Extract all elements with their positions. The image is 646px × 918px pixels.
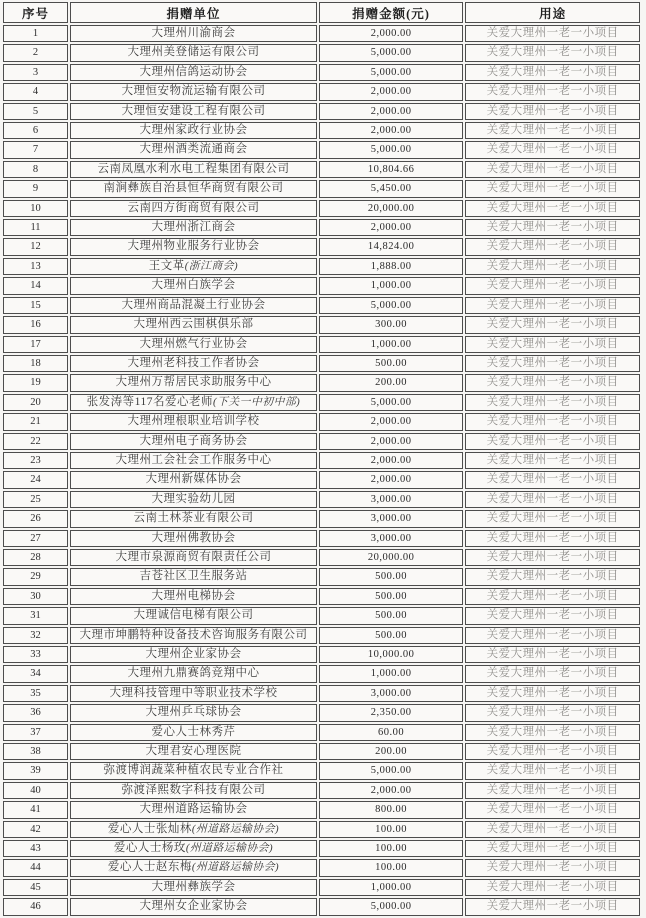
purpose-cell: 关爱大理州一老一小项目 — [465, 141, 640, 158]
amount-cell: 5,000.00 — [319, 898, 463, 915]
donor-cell — [70, 510, 317, 527]
table-row — [3, 704, 640, 721]
donor-cell — [70, 141, 317, 158]
serial-cell: 32 — [3, 627, 68, 644]
table-row — [3, 336, 640, 353]
table-row — [3, 297, 640, 314]
donor-cell — [70, 413, 317, 430]
donor-name: 大理州浙江商会 — [151, 221, 236, 234]
purpose-cell: 关爱大理州一老一小项目 — [465, 724, 640, 741]
serial-cell: 41 — [3, 801, 68, 818]
table-row — [3, 685, 640, 702]
table-row — [3, 25, 640, 42]
table-row — [3, 471, 640, 488]
donor-name: 大理州女企业家协会 — [139, 900, 248, 913]
donor-name: 大理市坤鹏特种设备技术咨询服务有限公司 — [79, 628, 308, 641]
amount-cell: 10,804.66 — [319, 161, 463, 178]
donor-name: 大理州酒类流通商会 — [139, 143, 248, 156]
purpose-cell: 关爱大理州一老一小项目 — [465, 122, 640, 139]
purpose-cell: 关爱大理州一老一小项目 — [465, 627, 640, 644]
amount-cell: 500.00 — [319, 607, 463, 624]
donor-note: (州道路运输协会) — [191, 822, 280, 835]
purpose-cell: 关爱大理州一老一小项目 — [465, 588, 640, 605]
purpose-cell: 关爱大理州一老一小项目 — [465, 607, 640, 624]
amount-cell: 2,000.00 — [319, 413, 463, 430]
donor-name: 弥渡博润蔬菜种植农民专业合作社 — [103, 764, 284, 777]
donor-name: 大理实验幼儿园 — [151, 492, 236, 505]
col-header-serial: 序号 — [3, 2, 68, 23]
col-header-donor: 捐赠单位 — [70, 2, 317, 23]
serial-cell: 12 — [3, 238, 68, 255]
serial-cell: 6 — [3, 122, 68, 139]
purpose-cell: 关爱大理州一老一小项目 — [465, 374, 640, 391]
table-row — [3, 491, 640, 508]
donor-name: 王文革 — [148, 259, 185, 272]
donor-cell — [70, 44, 317, 61]
table-row — [3, 141, 640, 158]
amount-cell: 3,000.00 — [319, 530, 463, 547]
serial-cell: 27 — [3, 530, 68, 547]
table-row — [3, 161, 640, 178]
donor-cell — [70, 122, 317, 139]
table-row — [3, 646, 640, 663]
donor-cell — [70, 277, 317, 294]
amount-cell: 1,000.00 — [319, 277, 463, 294]
table-row — [3, 879, 640, 896]
table-row — [3, 64, 640, 81]
donor-name: 南涧彝族自治县恒华商贸有限公司 — [103, 182, 284, 195]
purpose-cell: 关爱大理州一老一小项目 — [465, 821, 640, 838]
purpose-cell: 关爱大理州一老一小项目 — [465, 83, 640, 100]
donor-cell — [70, 665, 317, 682]
purpose-cell: 关爱大理州一老一小项目 — [465, 491, 640, 508]
donor-name: 大理州工会社会工作服务中心 — [115, 453, 272, 466]
table-row — [3, 180, 640, 197]
donor-name: 大理诚信电梯有限公司 — [133, 609, 254, 622]
donor-name: 大理市泉源商贸有限责任公司 — [115, 550, 272, 563]
purpose-cell: 关爱大理州一老一小项目 — [465, 161, 640, 178]
donor-name: 大理州理根职业培训学校 — [127, 415, 260, 428]
serial-cell: 40 — [3, 782, 68, 799]
amount-cell: 2,000.00 — [319, 452, 463, 469]
amount-cell: 1,000.00 — [319, 336, 463, 353]
amount-cell: 20,000.00 — [319, 200, 463, 217]
purpose-cell: 关爱大理州一老一小项目 — [465, 646, 640, 663]
serial-cell: 23 — [3, 452, 68, 469]
serial-cell: 46 — [3, 898, 68, 915]
donor-name: 大理州九鼎赛鸽竞翔中心 — [127, 667, 260, 680]
donor-cell — [70, 762, 317, 779]
serial-cell: 14 — [3, 277, 68, 294]
table-row — [3, 200, 640, 217]
donor-cell — [70, 394, 317, 411]
donor-cell — [70, 316, 317, 333]
serial-cell: 42 — [3, 821, 68, 838]
purpose-cell: 关爱大理州一老一小项目 — [465, 336, 640, 353]
amount-cell: 5,000.00 — [319, 394, 463, 411]
serial-cell: 34 — [3, 665, 68, 682]
donor-name: 大理州企业家协会 — [145, 648, 242, 660]
serial-cell: 19 — [3, 374, 68, 391]
donor-name: 云南凤凰水利水电工程集团有限公司 — [97, 162, 290, 175]
purpose-cell: 关爱大理州一老一小项目 — [465, 549, 640, 566]
amount-cell: 10,000.00 — [319, 646, 463, 663]
serial-cell: 22 — [3, 433, 68, 450]
table-row — [3, 568, 640, 585]
donor-cell — [70, 898, 317, 915]
serial-cell: 24 — [3, 471, 68, 488]
amount-cell: 2,000.00 — [319, 103, 463, 120]
table-row — [3, 258, 640, 275]
purpose-cell: 关爱大理州一老一小项目 — [465, 704, 640, 721]
purpose-cell: 关爱大理州一老一小项目 — [465, 238, 640, 255]
purpose-cell: 关爱大理州一老一小项目 — [465, 394, 640, 411]
table-row — [3, 840, 640, 857]
serial-cell: 3 — [3, 64, 68, 81]
purpose-cell: 关爱大理州一老一小项目 — [465, 879, 640, 896]
purpose-cell: 关爱大理州一老一小项目 — [465, 433, 640, 450]
purpose-cell: 关爱大理州一老一小项目 — [465, 665, 640, 682]
table-row — [3, 859, 640, 876]
table-row — [3, 724, 640, 741]
donor-note: (州道路运输协会) — [191, 861, 280, 874]
table-row — [3, 821, 640, 838]
donor-cell — [70, 568, 317, 585]
donor-cell — [70, 685, 317, 702]
donor-name: 爱心人士杨玫 — [113, 842, 186, 855]
purpose-cell: 关爱大理州一老一小项目 — [465, 762, 640, 779]
donor-name: 大理恒安物流运输有限公司 — [121, 85, 266, 98]
donor-cell — [70, 491, 317, 508]
purpose-cell: 关爱大理州一老一小项目 — [465, 898, 640, 915]
serial-cell: 20 — [3, 394, 68, 411]
amount-cell: 500.00 — [319, 568, 463, 585]
donor-name: 大理州彝族学会 — [151, 880, 236, 893]
donor-cell — [70, 743, 317, 760]
donor-name: 大理州家政行业协会 — [139, 124, 248, 137]
donor-name: 爱心人士张灿林 — [107, 822, 192, 835]
donor-name: 大理科技管理中等职业技术学校 — [109, 686, 278, 699]
donor-cell — [70, 374, 317, 391]
table-body — [3, 25, 640, 916]
donor-name: 爱心人士林秀芹 — [151, 725, 236, 738]
donor-name: 大理州信鸽运动协会 — [139, 65, 248, 78]
amount-cell: 500.00 — [319, 355, 463, 372]
donor-cell — [70, 471, 317, 488]
donor-cell — [70, 530, 317, 547]
donor-cell — [70, 704, 317, 721]
serial-cell: 45 — [3, 879, 68, 896]
amount-cell: 1,888.00 — [319, 258, 463, 275]
amount-cell: 2,000.00 — [319, 219, 463, 236]
serial-cell: 10 — [3, 200, 68, 217]
donor-name: 吉苍社区卫生服务站 — [139, 570, 248, 583]
donor-name: 大理州电梯协会 — [151, 589, 236, 602]
donor-name: 大理州电子商务协会 — [139, 434, 248, 447]
serial-cell: 31 — [3, 607, 68, 624]
amount-cell: 500.00 — [319, 627, 463, 644]
serial-cell: 43 — [3, 840, 68, 857]
donor-cell — [70, 64, 317, 81]
donor-cell — [70, 782, 317, 799]
purpose-cell: 关爱大理州一老一小项目 — [465, 180, 640, 197]
donor-name: 大理州美登储运有限公司 — [127, 46, 260, 59]
table-row — [3, 219, 640, 236]
table-row — [3, 452, 640, 469]
donor-name: 大理州白族学会 — [151, 279, 236, 292]
donor-cell — [70, 258, 317, 275]
purpose-cell: 关爱大理州一老一小项目 — [465, 25, 640, 42]
donor-name: 大理州道路运输协会 — [139, 803, 248, 816]
amount-cell: 2,000.00 — [319, 471, 463, 488]
purpose-cell: 关爱大理州一老一小项目 — [465, 355, 640, 372]
serial-cell: 33 — [3, 646, 68, 663]
table-row — [3, 898, 640, 915]
amount-cell: 1,000.00 — [319, 879, 463, 896]
table-row — [3, 374, 640, 391]
donor-name: 弥渡泽熙数字科技有限公司 — [121, 783, 266, 796]
donor-name: 大理州商品混凝土行业协会 — [121, 298, 266, 311]
table-row — [3, 665, 640, 682]
purpose-cell: 关爱大理州一老一小项目 — [465, 568, 640, 585]
serial-cell: 8 — [3, 161, 68, 178]
purpose-cell: 关爱大理州一老一小项目 — [465, 743, 640, 760]
purpose-cell: 关爱大理州一老一小项目 — [465, 103, 640, 120]
serial-cell: 16 — [3, 316, 68, 333]
serial-cell: 9 — [3, 180, 68, 197]
table-row — [3, 44, 640, 61]
table-row — [3, 122, 640, 139]
donor-name: 大理州新媒体协会 — [145, 473, 242, 486]
donor-cell — [70, 83, 317, 100]
donor-cell — [70, 607, 317, 624]
serial-cell: 11 — [3, 219, 68, 236]
table-row — [3, 355, 640, 372]
donor-cell — [70, 879, 317, 896]
amount-cell: 14,824.00 — [319, 238, 463, 255]
donor-name: 大理君安心理医院 — [145, 745, 242, 758]
table-row — [3, 762, 640, 779]
amount-cell: 5,000.00 — [319, 297, 463, 314]
donor-cell — [70, 724, 317, 741]
table-row — [3, 530, 640, 547]
donor-name: 大理州燃气行业协会 — [139, 337, 248, 350]
col-header-purpose: 用途 — [465, 2, 640, 23]
donor-cell — [70, 821, 317, 838]
purpose-cell: 关爱大理州一老一小项目 — [465, 840, 640, 857]
amount-cell: 5,000.00 — [319, 141, 463, 158]
donor-name: 云南四方街商贸有限公司 — [127, 201, 260, 214]
table-row — [3, 433, 640, 450]
col-header-amount: 捐赠金额(元) — [319, 2, 463, 23]
table-header-row — [3, 2, 640, 23]
serial-cell: 28 — [3, 549, 68, 566]
amount-cell: 3,000.00 — [319, 510, 463, 527]
amount-cell: 5,000.00 — [319, 762, 463, 779]
amount-cell: 100.00 — [319, 821, 463, 838]
serial-cell: 44 — [3, 859, 68, 876]
amount-cell: 200.00 — [319, 743, 463, 760]
purpose-cell: 关爱大理州一老一小项目 — [465, 471, 640, 488]
purpose-cell: 关爱大理州一老一小项目 — [465, 44, 640, 61]
purpose-cell: 关爱大理州一老一小项目 — [465, 297, 640, 314]
serial-cell: 38 — [3, 743, 68, 760]
donor-note: (浙江商会) — [184, 259, 239, 272]
donor-cell — [70, 238, 317, 255]
donor-name: 大理州乒乓球协会 — [145, 706, 242, 719]
donor-name: 大理州佛教协会 — [151, 531, 236, 544]
donor-name: 大理州万帮居民求助服务中心 — [115, 376, 272, 389]
table-row — [3, 413, 640, 430]
donor-cell — [70, 588, 317, 605]
table-row — [3, 743, 640, 760]
donor-cell — [70, 627, 317, 644]
donor-name: 大理州西云围棋俱乐部 — [133, 318, 254, 331]
amount-cell: 2,350.00 — [319, 704, 463, 721]
table-row — [3, 627, 640, 644]
amount-cell: 5,000.00 — [319, 44, 463, 61]
amount-cell: 60.00 — [319, 724, 463, 741]
serial-cell: 18 — [3, 355, 68, 372]
purpose-cell: 关爱大理州一老一小项目 — [465, 64, 640, 81]
donor-cell — [70, 103, 317, 120]
purpose-cell: 关爱大理州一老一小项目 — [465, 859, 640, 876]
purpose-cell: 关爱大理州一老一小项目 — [465, 801, 640, 818]
purpose-cell: 关爱大理州一老一小项目 — [465, 316, 640, 333]
table-row — [3, 549, 640, 566]
serial-cell: 37 — [3, 724, 68, 741]
purpose-cell: 关爱大理州一老一小项目 — [465, 277, 640, 294]
donor-cell — [70, 840, 317, 857]
donor-cell — [70, 801, 317, 818]
donor-name: 大理州老科技工作者协会 — [127, 356, 260, 369]
serial-cell: 13 — [3, 258, 68, 275]
serial-cell: 2 — [3, 44, 68, 61]
serial-cell: 4 — [3, 83, 68, 100]
donor-note: (下关一中初中部) — [212, 395, 301, 408]
table-row — [3, 83, 640, 100]
donor-cell — [70, 200, 317, 217]
donor-cell — [70, 859, 317, 876]
purpose-cell: 关爱大理州一老一小项目 — [465, 530, 640, 547]
donor-cell — [70, 180, 317, 197]
donor-name: 大理恒安建设工程有限公司 — [121, 104, 266, 117]
serial-cell: 26 — [3, 510, 68, 527]
table-row — [3, 277, 640, 294]
amount-cell: 200.00 — [319, 374, 463, 391]
serial-cell: 17 — [3, 336, 68, 353]
table-row — [3, 394, 640, 411]
purpose-cell: 关爱大理州一老一小项目 — [465, 782, 640, 799]
table-row — [3, 801, 640, 818]
serial-cell: 30 — [3, 588, 68, 605]
amount-cell: 1,000.00 — [319, 665, 463, 682]
amount-cell: 2,000.00 — [319, 782, 463, 799]
donor-cell — [70, 297, 317, 314]
amount-cell: 2,000.00 — [319, 83, 463, 100]
donor-name: 云南土林茶业有限公司 — [133, 512, 254, 525]
table-row — [3, 782, 640, 799]
serial-cell: 1 — [3, 25, 68, 42]
amount-cell: 5,000.00 — [319, 64, 463, 81]
donor-cell — [70, 549, 317, 566]
donor-name: 大理州川渝商会 — [151, 27, 236, 39]
amount-cell: 3,000.00 — [319, 491, 463, 508]
donation-table — [1, 0, 642, 918]
purpose-cell: 关爱大理州一老一小项目 — [465, 258, 640, 275]
purpose-cell: 关爱大理州一老一小项目 — [465, 685, 640, 702]
donor-cell — [70, 336, 317, 353]
donor-cell — [70, 355, 317, 372]
amount-cell: 3,000.00 — [319, 685, 463, 702]
serial-cell: 15 — [3, 297, 68, 314]
donor-cell — [70, 433, 317, 450]
table-row — [3, 238, 640, 255]
donor-name: 爱心人士赵东梅 — [107, 861, 192, 874]
donor-name: 大理州物业服务行业协会 — [127, 240, 260, 253]
serial-cell: 5 — [3, 103, 68, 120]
table-row — [3, 607, 640, 624]
donor-name: 张发涛等117名爱心老师 — [86, 395, 213, 408]
amount-cell: 300.00 — [319, 316, 463, 333]
serial-cell: 36 — [3, 704, 68, 721]
amount-cell: 20,000.00 — [319, 549, 463, 566]
serial-cell: 7 — [3, 141, 68, 158]
table-row — [3, 588, 640, 605]
serial-cell: 21 — [3, 413, 68, 430]
purpose-cell: 关爱大理州一老一小项目 — [465, 452, 640, 469]
donor-cell — [70, 219, 317, 236]
amount-cell: 100.00 — [319, 859, 463, 876]
amount-cell: 5,450.00 — [319, 180, 463, 197]
donor-cell — [70, 452, 317, 469]
purpose-cell: 关爱大理州一老一小项目 — [465, 219, 640, 236]
donor-cell — [70, 161, 317, 178]
purpose-cell: 关爱大理州一老一小项目 — [465, 413, 640, 430]
serial-cell: 25 — [3, 491, 68, 508]
donor-note: (州道路运输协会) — [185, 842, 274, 855]
table-row — [3, 316, 640, 333]
table-row — [3, 103, 640, 120]
donor-cell — [70, 646, 317, 663]
donor-cell — [70, 25, 317, 42]
table-row — [3, 510, 640, 527]
amount-cell: 100.00 — [319, 840, 463, 857]
amount-cell: 500.00 — [319, 588, 463, 605]
purpose-cell: 关爱大理州一老一小项目 — [465, 200, 640, 217]
amount-cell: 2,000.00 — [319, 25, 463, 42]
serial-cell: 39 — [3, 762, 68, 779]
purpose-cell: 关爱大理州一老一小项目 — [465, 510, 640, 527]
amount-cell: 2,000.00 — [319, 122, 463, 139]
amount-cell: 800.00 — [319, 801, 463, 818]
serial-cell: 29 — [3, 568, 68, 585]
serial-cell: 35 — [3, 685, 68, 702]
amount-cell: 2,000.00 — [319, 433, 463, 450]
